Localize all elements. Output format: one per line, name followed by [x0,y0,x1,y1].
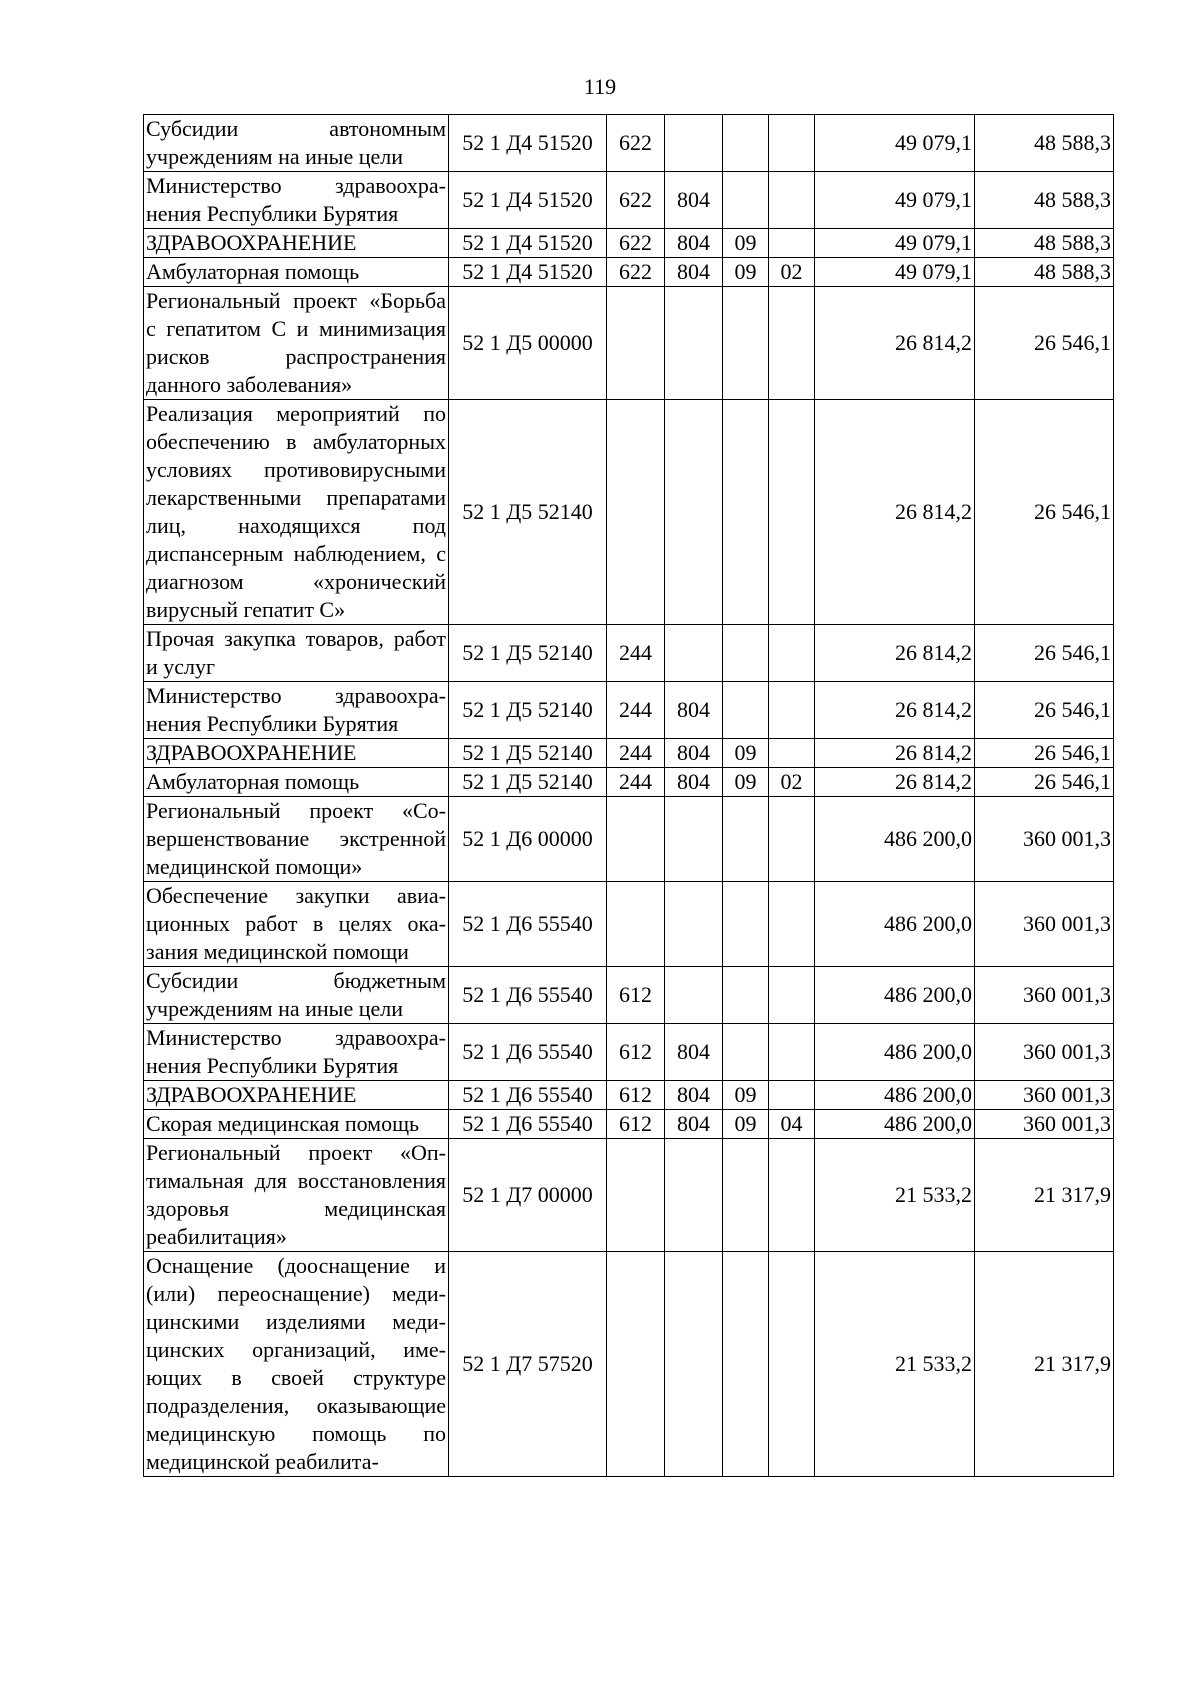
expense-type-code: 622 [607,229,665,258]
section-code: 09 [723,1110,769,1139]
target-article-code: 52 1 Д7 57520 [449,1252,607,1477]
amount-year-2: 26 546,1 [975,625,1114,682]
ministry-code [665,882,723,967]
expense-type-code: 244 [607,768,665,797]
row-description: Субсидии автономным учреждениям на иные цели [144,115,449,172]
table-row [144,258,1114,287]
ministry-code: 804 [665,1024,723,1081]
amount-year-1: 26 814,2 [815,739,975,768]
row-description: ЗДРАВООХРАНЕНИЕ [144,739,449,768]
subsection-code [769,400,815,625]
subsection-code: 02 [769,258,815,287]
row-description: Обеспечение закупки авиационных работ в целях оказания медицинской помощи [144,882,449,967]
amount-year-1: 486 200,0 [815,882,975,967]
amount-year-2: 48 588,3 [975,258,1114,287]
amount-year-1: 26 814,2 [815,625,975,682]
table-row [144,967,1114,1024]
amount-year-1: 486 200,0 [815,1024,975,1081]
section-code [723,1024,769,1081]
table-row [144,287,1114,400]
section-code: 09 [723,739,769,768]
target-article-code: 52 1 Д4 51520 [449,258,607,287]
row-description: Амбулаторная помощь [144,258,449,287]
amount-year-2: 26 546,1 [975,287,1114,400]
expense-type-code [607,287,665,400]
target-article-code: 52 1 Д6 55540 [449,1110,607,1139]
ministry-code [665,1252,723,1477]
table-row [144,797,1114,882]
amount-year-1: 49 079,1 [815,229,975,258]
section-code [723,115,769,172]
table-row [144,115,1114,172]
table-row [144,229,1114,258]
ministry-code: 804 [665,682,723,739]
subsection-code [769,625,815,682]
target-article-code: 52 1 Д4 51520 [449,172,607,229]
section-code [723,400,769,625]
expense-type-code: 622 [607,172,665,229]
row-description: Оснащение (дооснащение и (или) переоснащение) медицинскими изделиями медицинских организаций, имеющих в своей структуре подразделения, оказывающие медицинскую помощь по медицинской реабилита- [144,1252,449,1477]
ministry-code: 804 [665,229,723,258]
table-row [144,682,1114,739]
ministry-code: 804 [665,768,723,797]
target-article-code: 52 1 Д5 52140 [449,400,607,625]
row-description: Министерство здравоохранения Республики Бурятия [144,1024,449,1081]
target-article-code: 52 1 Д6 55540 [449,882,607,967]
amount-year-2: 360 001,3 [975,967,1114,1024]
amount-year-1: 49 079,1 [815,172,975,229]
ministry-code: 804 [665,739,723,768]
row-description: Региональный проект «Совершенствование экстренной медицинской помощи» [144,797,449,882]
row-description: Скорая медицинская помощь [144,1110,449,1139]
section-code [723,967,769,1024]
expense-type-code: 622 [607,258,665,287]
row-description: ЗДРАВООХРАНЕНИЕ [144,1081,449,1110]
table-row [144,1081,1114,1110]
expense-type-code [607,400,665,625]
target-article-code: 52 1 Д6 55540 [449,967,607,1024]
row-description: Субсидии бюджетным учреждениям на иные цели [144,967,449,1024]
amount-year-1: 486 200,0 [815,1110,975,1139]
section-code [723,682,769,739]
expense-type-code [607,1252,665,1477]
table-row [144,1024,1114,1081]
target-article-code: 52 1 Д4 51520 [449,229,607,258]
amount-year-2: 21 317,9 [975,1139,1114,1252]
amount-year-1: 486 200,0 [815,1081,975,1110]
row-description: Прочая закупка товаров, работ и услуг [144,625,449,682]
row-description: Региональный проект «Оптимальная для восстановления здоровья медицинская реабилитация» [144,1139,449,1252]
amount-year-2: 360 001,3 [975,1024,1114,1081]
ministry-code: 804 [665,1110,723,1139]
expense-type-code [607,1139,665,1252]
row-description: Министерство здравоохранения Республики Бурятия [144,682,449,739]
ministry-code [665,1139,723,1252]
table-row [144,1252,1114,1477]
target-article-code: 52 1 Д5 00000 [449,287,607,400]
section-code [723,172,769,229]
amount-year-2: 21 317,9 [975,1252,1114,1477]
section-code [723,1252,769,1477]
section-code: 09 [723,229,769,258]
table-row [144,739,1114,768]
expense-type-code: 622 [607,115,665,172]
subsection-code [769,1081,815,1110]
subsection-code [769,1024,815,1081]
ministry-code: 804 [665,172,723,229]
table-row [144,172,1114,229]
subsection-code: 02 [769,768,815,797]
target-article-code: 52 1 Д6 55540 [449,1081,607,1110]
table-body [144,115,1114,1477]
amount-year-2: 48 588,3 [975,172,1114,229]
target-article-code: 52 1 Д5 52140 [449,682,607,739]
section-code: 09 [723,768,769,797]
row-description: Министерство здравоохранения Республики Бурятия [144,172,449,229]
subsection-code [769,172,815,229]
ministry-code [665,287,723,400]
section-code: 09 [723,1081,769,1110]
expense-type-code: 612 [607,1110,665,1139]
section-code [723,882,769,967]
amount-year-2: 48 588,3 [975,229,1114,258]
ministry-code: 804 [665,258,723,287]
amount-year-2: 26 546,1 [975,768,1114,797]
expense-type-code [607,797,665,882]
target-article-code: 52 1 Д5 52140 [449,625,607,682]
target-article-code: 52 1 Д6 00000 [449,797,607,882]
amount-year-1: 26 814,2 [815,287,975,400]
amount-year-1: 26 814,2 [815,768,975,797]
amount-year-2: 26 546,1 [975,739,1114,768]
ministry-code [665,625,723,682]
amount-year-2: 360 001,3 [975,1110,1114,1139]
subsection-code [769,682,815,739]
row-description: Региональный проект «Борьба с гепатитом С и минимизация рисков распространения данного заболевания» [144,287,449,400]
amount-year-1: 26 814,2 [815,400,975,625]
amount-year-1: 21 533,2 [815,1252,975,1477]
amount-year-1: 26 814,2 [815,682,975,739]
table-row [144,400,1114,625]
amount-year-2: 26 546,1 [975,400,1114,625]
expense-type-code: 612 [607,1081,665,1110]
table-row [144,1110,1114,1139]
section-code [723,797,769,882]
amount-year-2: 48 588,3 [975,115,1114,172]
amount-year-1: 486 200,0 [815,967,975,1024]
subsection-code [769,882,815,967]
amount-year-2: 360 001,3 [975,1081,1114,1110]
expense-type-code: 244 [607,625,665,682]
subsection-code [769,739,815,768]
amount-year-1: 49 079,1 [815,115,975,172]
expense-type-code: 612 [607,967,665,1024]
amount-year-2: 26 546,1 [975,682,1114,739]
subsection-code [769,115,815,172]
table-row [144,882,1114,967]
ministry-code [665,967,723,1024]
subsection-code [769,797,815,882]
amount-year-2: 360 001,3 [975,797,1114,882]
expense-type-code: 244 [607,682,665,739]
ministry-code [665,400,723,625]
target-article-code: 52 1 Д6 55540 [449,1024,607,1081]
subsection-code [769,1252,815,1477]
row-description: Реализация мероприятий по обеспечению в амбулаторных условиях противовирусными лекарственными препаратами лиц, находящихся под диспансерным наблюдением, с диагнозом «хронический вирусный гепатит С» [144,400,449,625]
target-article-code: 52 1 Д4 51520 [449,115,607,172]
subsection-code [769,967,815,1024]
page-number: 119 [583,74,617,99]
section-code: 09 [723,258,769,287]
target-article-code: 52 1 Д5 52140 [449,739,607,768]
expense-type-code: 244 [607,739,665,768]
ministry-code [665,115,723,172]
expense-type-code: 612 [607,1024,665,1081]
table-row [144,768,1114,797]
target-article-code: 52 1 Д7 00000 [449,1139,607,1252]
ministry-code: 804 [665,1081,723,1110]
ministry-code [665,797,723,882]
section-code [723,1139,769,1252]
budget-table [143,114,1114,1477]
table-row [144,625,1114,682]
row-description: Амбулаторная помощь [144,768,449,797]
amount-year-1: 49 079,1 [815,258,975,287]
subsection-code [769,1139,815,1252]
table-row [144,1139,1114,1252]
subsection-code [769,287,815,400]
amount-year-1: 486 200,0 [815,797,975,882]
row-description: ЗДРАВООХРАНЕНИЕ [144,229,449,258]
amount-year-2: 360 001,3 [975,882,1114,967]
subsection-code [769,229,815,258]
section-code [723,287,769,400]
expense-type-code [607,882,665,967]
target-article-code: 52 1 Д5 52140 [449,768,607,797]
section-code [723,625,769,682]
subsection-code: 04 [769,1110,815,1139]
amount-year-1: 21 533,2 [815,1139,975,1252]
